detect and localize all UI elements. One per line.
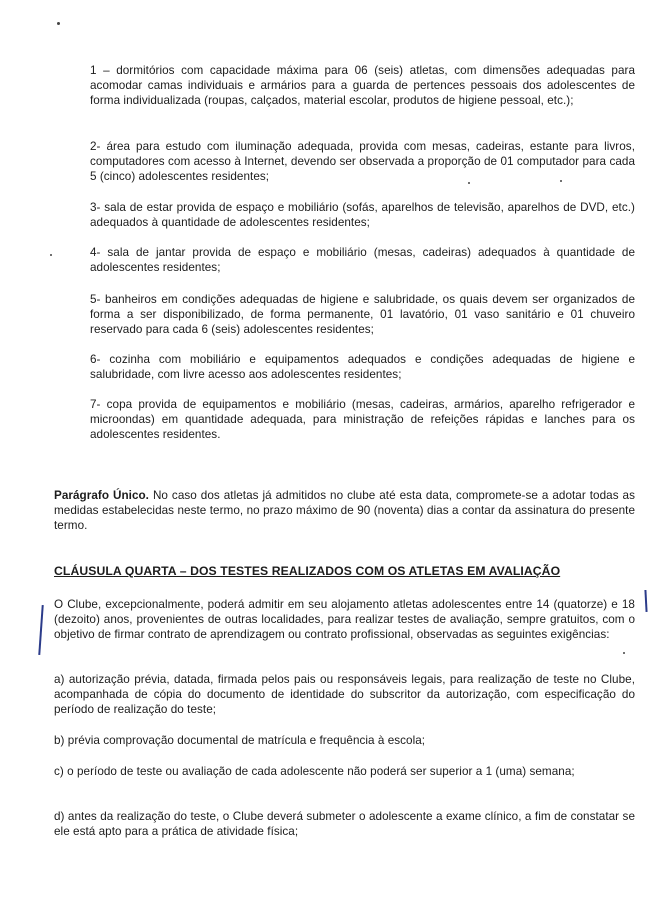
list-item: 2- área para estudo com iluminação adequada, provida com mesas, cadeiras, estante para livros, computadores com acesso à Internet, devendo ser observada a proporção de 01 computador para cada 5 (cinco) adolescentes residentes; [90,140,635,184]
list-item: 1 – dormitórios com capacidade máxima para 06 (seis) atletas, com dimensões adequadas para acomodar camas individuais e armários para a guarda de pertences pessoais dos adolescentes de forma individualizada (roupas, calçados, material escolar, produtos de higiene pessoal, etc.); [90,64,635,108]
requirement-item: d) antes da realização do teste, o Clube deverá submeter o adolescente a exame clínico, a fim de constatar se ele está apto para a prática de atividade física; [54,810,635,839]
requirement-item: b) prévia comprovação documental de matrícula e frequência à escola; [54,734,426,747]
scan-speck [623,652,625,654]
scan-speck [468,182,470,184]
list-item: 6- cozinha com mobiliário e equipamentos adequados e condições adequadas de higiene e salubridade, com livre acesso aos adolescentes residentes; [90,353,635,382]
clause-intro: O Clube, excepcionalmente, poderá admitir em seu alojamento atletas adolescentes entre 14 (quatorze) e 18 (dezoito) anos, provenientes de outras localidades, para realizar testes de avaliação, sempre gratuitos, com o objetivo de firmar contrato de aprendizagem ou contrato profissional, observadas as seguintes exigências: [54,598,635,642]
requirement-item: c) o período de teste ou avaliação de cada adolescente não poderá ser superior a 1 (uma) semana; [54,765,575,778]
sole-paragraph [54,488,635,534]
list-item: 4- sala de jantar provida de espaço e mobiliário (mesas, cadeiras) adequados à quantidade de adolescentes residentes; [90,246,635,275]
sole-paragraph-label: Parágrafo Único. [54,489,149,502]
sole-paragraph-text: No caso dos atletas já admitidos no clube até esta data, compromete-se a adotar todas as medidas estabelecidas neste termo, no prazo máximo de 90 (noventa) dias a contar da assinatura do presente termo. [54,489,635,533]
scan-speck [560,180,562,182]
requirement-item: a) autorização prévia, datada, firmada pelos pais ou responsáveis legais, para realização de teste no Clube, acompanhada de cópia do documento de identidade do subscritor da autorização, com especificação do período de realização do teste; [54,673,635,717]
clause-heading: CLÁUSULA QUARTA – DOS TESTES REALIZADOS COM OS ATLETAS EM AVALIAÇÃO [54,564,561,578]
scan-speck [57,22,60,25]
list-item: 3- sala de estar provida de espaço e mobiliário (sofás, aparelhos de televisão, aparelhos de DVD, etc.) adequados à quantidade de adolescentes residentes; [90,201,635,230]
pen-margin-mark [38,605,43,655]
scan-speck [50,254,52,256]
list-item: 7- copa provida de equipamentos e mobiliário (mesas, cadeiras, armários, aparelho refrigerador e microondas) em quantidade adequada, para ministração de refeições rápidas e lanches para os adolescentes residentes. [90,398,635,442]
list-item: 5- banheiros em condições adequadas de higiene e salubridade, os quais devem ser organizados de forma a ser disponibilizado, de forma permanente, 01 lavatório, 01 vaso sanitário e 01 chuveiro reservado para cada 6 (seis) adolescentes residentes; [90,293,635,337]
pen-margin-mark [644,590,647,612]
